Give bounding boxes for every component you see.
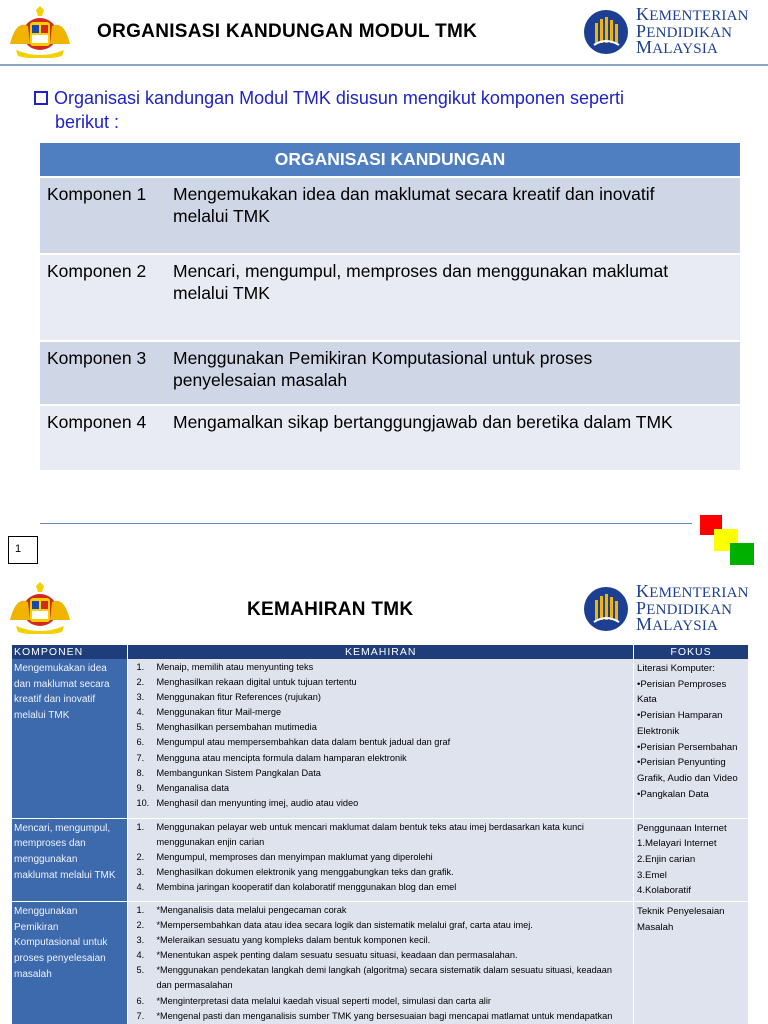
item-number: 3.	[136, 692, 145, 703]
item-number: 4.	[136, 950, 145, 961]
malaysia-coat-of-arms-icon	[6, 580, 74, 634]
fokus-line: Grafik, Audio dan Video	[637, 772, 738, 784]
item-number: 3.	[136, 935, 145, 946]
komponen-label: Komponen 2	[40, 254, 166, 341]
header-fokus: FOKUS	[634, 645, 749, 659]
komponen-line: masalah	[14, 968, 52, 980]
list-item	[132, 918, 629, 933]
intro-line-1: Organisasi kandungan Modul TMK disusun mengikut komponen seperti	[54, 88, 624, 108]
item-number: 7.	[136, 752, 145, 763]
desc-line: melalui TMK	[173, 283, 270, 303]
item-text: Menggunakan pelayar web untuk mencari maklumat dalam bentuk teks atau imej berdasarkan kata kunci menggunakan enjin carian	[156, 821, 584, 847]
kpm-line-1: KEMENTERIAN	[636, 4, 749, 24]
komponen-cell	[12, 659, 128, 818]
komponen-label: Komponen 1	[40, 177, 166, 254]
page-number: 1	[8, 536, 38, 564]
item-text: Mengguna atau mencipta formula dalam hamparan elektronik	[156, 752, 407, 763]
color-squares-icon	[700, 515, 756, 569]
komponen-line: Mengemukakan idea	[14, 663, 107, 674]
fokus-cell	[634, 902, 749, 1024]
table-header: ORGANISASI KANDUNGAN	[40, 143, 740, 177]
komponen-line: Pemikiran	[14, 921, 59, 933]
item-number: 1.	[136, 662, 145, 672]
list-item	[132, 948, 629, 963]
fokus-line: Teknik Penyelesaian	[637, 906, 725, 918]
item-number: 2.	[136, 677, 145, 688]
item-number: 4.	[136, 707, 145, 718]
header-kemahiran: KEMAHIRAN	[128, 645, 634, 659]
desc-line: Menggunakan Pemikiran Komputasional untuk proses	[173, 348, 593, 368]
list-item	[132, 933, 629, 948]
kpm-line-2: PENDIDIKAN	[636, 597, 733, 618]
kemahiran-list	[132, 903, 629, 1024]
komponen-line: dan maklumat secara	[14, 678, 110, 690]
kemahiran-cell	[128, 659, 634, 818]
item-text: *Mengenal pasti dan menganalisis sumber TMK yang bersesuaian bagi mencapai matlamat untuk mendapatkan	[156, 1010, 613, 1021]
item-number: 9.	[136, 782, 145, 793]
desc-line: Mengemukakan idea dan maklumat secara kreatif dan inovatif	[173, 184, 655, 204]
komponen-description	[166, 254, 740, 341]
intro-text	[34, 86, 694, 134]
item-text: Menggunakan fitur References (rujukan)	[156, 692, 321, 703]
fokus-line: Elektronik	[637, 725, 680, 737]
item-text: Membangunkan Sistem Pangkalan Data	[156, 767, 321, 778]
item-number: 2.	[136, 851, 145, 862]
kpm-emblem-icon	[582, 586, 630, 632]
slide-title: KEMAHIRAN TMK	[247, 599, 414, 620]
item-text: Membina jaringan kooperatif dan kolaboratif menggunakan blog dan emel	[156, 881, 457, 892]
skills-row	[12, 818, 749, 902]
desc-line: melalui TMK	[173, 206, 270, 226]
table-row	[40, 254, 740, 341]
fokus-line: Kata	[637, 694, 657, 706]
fokus-line: 1.Melayari Internet	[637, 838, 717, 850]
fokus-line: •Perisian Pemproses	[637, 678, 727, 690]
skills-row	[12, 659, 749, 818]
list-item	[132, 660, 629, 675]
list-item	[132, 963, 629, 993]
fokus-line: •Perisian Hamparan	[637, 710, 723, 722]
item-number: 8.	[136, 767, 145, 778]
item-text: Menaip, memilih atau menyunting teks	[156, 662, 314, 672]
item-text: *Menginterpretasi data melalui kaedah visual seperti model, simulasi dan carta alir	[156, 995, 491, 1006]
list-item	[132, 796, 629, 811]
komponen-line: kreatif dan inovatif	[14, 694, 96, 706]
item-number: 6.	[136, 995, 145, 1006]
kpm-line-2: PENDIDIKAN	[636, 20, 733, 41]
item-text: *Meleraikan sesuatu yang kompleks dalam bentuk komponen kecil.	[156, 935, 431, 946]
item-number: 10.	[136, 797, 150, 808]
list-item	[132, 766, 629, 781]
fokus-line: •Perisian Persembahan	[637, 741, 738, 753]
item-number: 6.	[136, 737, 145, 748]
item-number: 5.	[136, 722, 145, 733]
fokus-line: 4.Kolaboratif	[637, 885, 691, 897]
item-text: Menggunakan fitur Mail-merge	[156, 707, 282, 718]
item-text: Menganalisa data	[156, 782, 229, 793]
komponen-line: Mencari, mengumpul,	[14, 822, 111, 834]
intro-line-2: berikut :	[55, 112, 120, 132]
komponen-description	[166, 405, 740, 470]
list-item	[132, 903, 629, 918]
skills-row	[12, 902, 749, 1024]
list-item	[132, 781, 629, 796]
komponen-cell	[12, 902, 128, 1024]
item-number: 3.	[136, 866, 145, 877]
kpm-wordmark	[636, 4, 749, 57]
title-divider	[0, 64, 768, 66]
kpm-line-3: MALAYSIA	[636, 614, 719, 634]
item-text: Menghasilkan dokumen elektronik yang menggabungkan teks dan grafik.	[156, 866, 454, 877]
item-text: *Mempersembahkan data atau idea secara logik dan sistematik melalui graf, carta atau imej.	[156, 920, 533, 931]
slide-title: ORGANISASI KANDUNGAN MODUL TMK	[97, 21, 478, 42]
komponen-line: proses penyelesaian	[14, 953, 106, 965]
list-item	[132, 820, 629, 850]
item-number: 2.	[136, 920, 145, 931]
komponen-line: maklumat melalui TMK	[14, 869, 116, 881]
table-row	[40, 405, 740, 470]
checkbox-bullet-icon	[34, 91, 48, 105]
slide-kemahiran-tmk	[0, 576, 768, 1024]
table-row	[40, 177, 740, 254]
fokus-line: •Perisian Penyunting	[637, 757, 726, 769]
item-number: 7.	[136, 1010, 145, 1021]
komponen-label: Komponen 4	[40, 405, 166, 470]
list-item	[132, 1009, 629, 1024]
desc-line: Mencari, mengumpul, memproses dan menggunakan maklumat	[173, 261, 669, 281]
item-text: *Menganalisis data melalui pengecaman corak	[156, 905, 347, 916]
list-item	[132, 880, 629, 895]
fokus-cell	[634, 659, 749, 818]
kpm-line-3: MALAYSIA	[636, 37, 719, 57]
item-number: 5.	[136, 965, 145, 976]
kemahiran-cell	[128, 818, 634, 902]
list-item	[132, 675, 629, 690]
item-text: *Menentukan aspek penting dalam sesuatu sesuatu situasi, keadaan dan permasalahan.	[156, 950, 518, 961]
komponen-line: menggunakan	[14, 853, 78, 865]
organisasi-kandungan-table	[40, 143, 740, 470]
fokus-line: 3.Emel	[637, 869, 667, 881]
list-item	[132, 720, 629, 735]
fokus-cell	[634, 818, 749, 902]
item-text: Mengumpul atau mempersembahkan data dalam bentuk jadual dan graf	[156, 737, 451, 748]
desc-line: Mengamalkan sikap bertanggungjawab dan beretika dalam TMK	[173, 412, 673, 432]
komponen-label: Komponen 3	[40, 341, 166, 405]
kemahiran-table	[12, 645, 749, 1024]
fokus-line: 2.Enjin carian	[637, 853, 696, 865]
fokus-line: Literasi Komputer:	[637, 663, 715, 674]
list-item	[132, 850, 629, 865]
kpm-line-1: KEMENTERIAN	[636, 581, 749, 601]
kpm-logo	[582, 581, 762, 634]
komponen-description	[166, 177, 740, 254]
footer-divider	[40, 523, 692, 524]
item-text: Menghasil dan menyunting imej, audio atau video	[156, 797, 359, 808]
fokus-line: Masalah	[637, 921, 674, 933]
fokus-line: Penggunaan Internet	[637, 822, 727, 834]
komponen-line: melalui TMK	[14, 710, 70, 722]
item-text: Mengumpul, memproses dan menyimpan maklumat yang diperolehi	[156, 851, 433, 862]
kemahiran-list	[132, 820, 629, 895]
kpm-wordmark	[636, 581, 749, 634]
komponen-line: Komputasional untuk	[14, 937, 108, 949]
header-komponen: KOMPONEN	[12, 645, 128, 659]
table-row	[40, 341, 740, 405]
fokus-line: •Pangkalan Data	[637, 788, 709, 800]
kemahiran-cell	[128, 902, 634, 1024]
list-item	[132, 690, 629, 705]
item-number: 1.	[136, 905, 145, 916]
list-item	[132, 994, 629, 1009]
item-text: *Menggunakan pendekatan langkah demi langkah (algoritma) secara sistematik dalam sesuatu situasi, keadaan dan permasalahan	[156, 965, 613, 991]
desc-line: penyelesaian masalah	[173, 370, 348, 390]
kpm-emblem-icon	[582, 9, 630, 55]
komponen-description	[166, 341, 740, 405]
list-item	[132, 705, 629, 720]
komponen-line: memproses dan	[14, 838, 86, 850]
kemahiran-list	[132, 660, 629, 811]
list-item	[132, 751, 629, 766]
item-number: 1.	[136, 821, 145, 832]
malaysia-coat-of-arms-icon	[6, 4, 74, 58]
item-text: Menghasilkan persembahan mutimedia	[156, 722, 317, 733]
komponen-line: Menggunakan	[14, 906, 78, 918]
list-item	[132, 735, 629, 750]
item-text: Menghasilkan rekaan digital untuk tujuan tertentu	[156, 677, 357, 688]
list-item	[132, 865, 629, 880]
item-number: 4.	[136, 881, 145, 892]
kpm-logo	[582, 4, 762, 57]
komponen-cell	[12, 818, 128, 902]
